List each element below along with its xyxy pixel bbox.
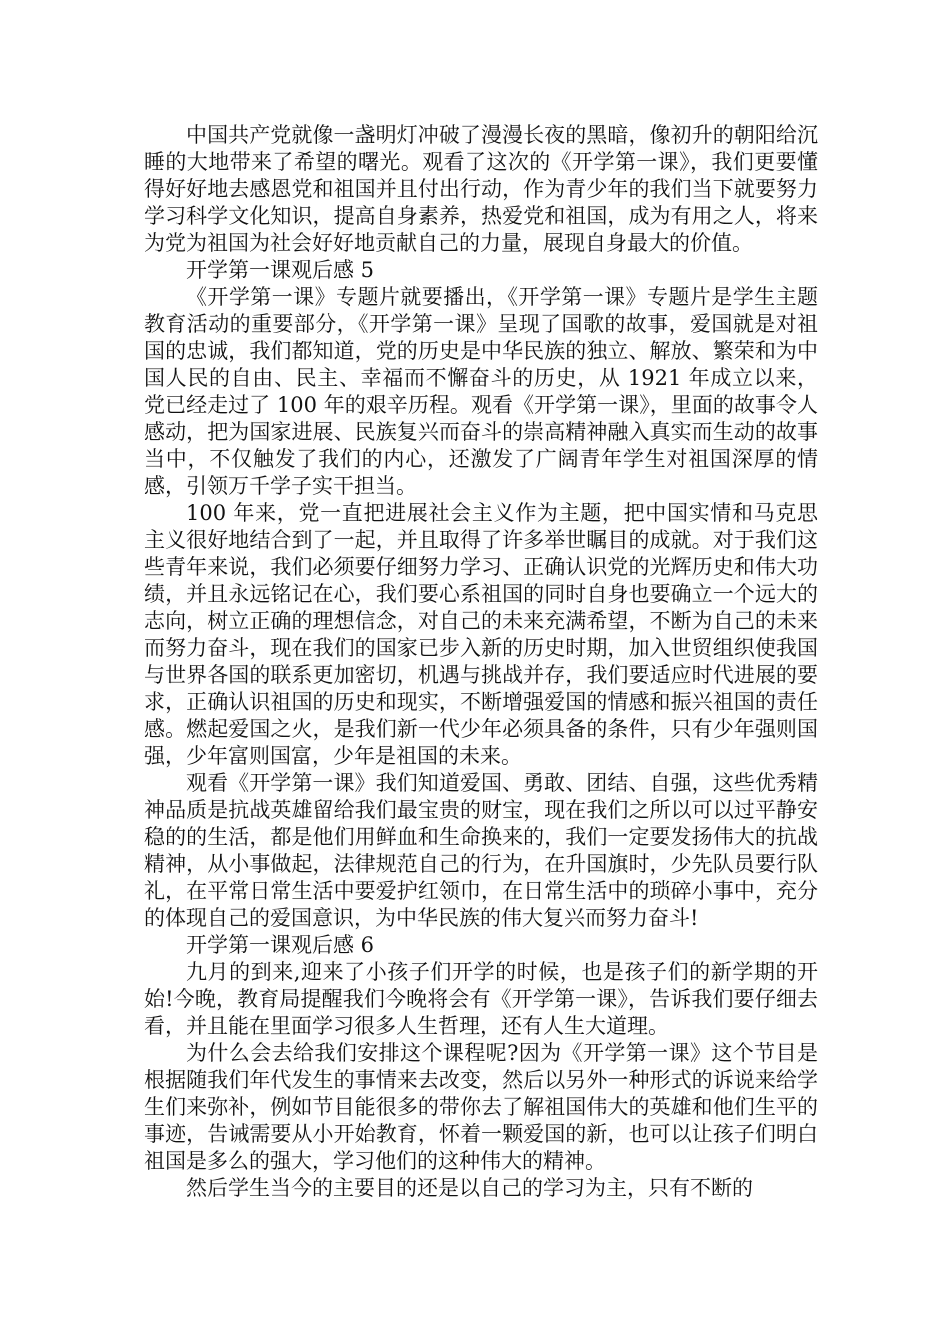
paragraph: 九月的到来,迎来了小孩子们开学的时候，也是孩子们的新学期的开始!今晚，教育局提醒我们今晚将会有《开学第一课》，告诉我们要仔细去看，并且能在里面学习很多人生哲理，还有人生大道理。 [144, 960, 818, 1038]
paragraph: 为什么会去给我们安排这个课程呢?因为《开学第一课》这个节目是根据随我们年代发生的事情来去改变，然后以另外一种形式的诉说来给学生们来弥补，例如节目能很多的带你去了解祖国伟大的英雄和他们生平的事迹，告诫需要从小开始教育，怀着一颗爱国的新，也可以让孩子们明白祖国是多么的强大，学习他们的这种伟大的精神。 [144, 1041, 818, 1173]
section-heading: 开学第一课观后感 6 [186, 933, 375, 957]
document-page [144, 122, 818, 1202]
paragraph: 《开学第一课》专题片就要播出，《开学第一课》专题片是学生主题教育活动的重要部分，《开学第一课》呈现了国歌的故事，爱国就是对祖国的忠诚，我们都知道，党的历史是中华民族的独立、解放、繁荣和为中国人民的自由、民主、幸福而不懈奋斗的历史，从 1921 年成立以来，党已经走过了 100 年的艰辛历程。观看《开学第一课》，里面的故事令人感动，把为国家进展、民族复兴而奋斗的崇高精神融入真实而生动的故事当中，不仅触发了我们的内心，还激发了广阔青年学生对祖国深厚的情感，引领万千学子实干担当。 [144, 285, 818, 498]
paragraph: 观看《开学第一课》我们知道爱国、勇敢、团结、自强，这些优秀精神品质是抗战英雄留给我们最宝贵的财宝，现在我们之所以可以过平静安稳的的生活，都是他们用鲜血和生命换来的，我们一定要发扬伟大的抗战精神，从小事做起，法律规范自己的行为，在升国旗时，少先队员要行队礼，在平常日常生活中要爱护红领巾，在日常生活中的琐碎小事中，充分的体现自己的爱国意识，为中华民族的伟大复兴而努力奋斗! [144, 771, 818, 930]
paragraph: 然后学生当今的主要目的还是以自己的学习为主，只有不断的 [186, 1176, 753, 1200]
section-heading: 开学第一课观后感 5 [186, 258, 375, 282]
paragraph: 100 年来，党一直把进展社会主义作为主题，把中国实情和马克思主义很好地结合到了一起，并且取得了许多举世瞩目的成就。对于我们这些青年来说，我们必须要仔细努力学习、正确认识党的光辉历史和伟大功绩，并且永远铭记在心，我们要心系祖国的同时自身也要确立一个远大的志向，树立正确的理想信念，对自己的未来充满希望，不断为自己的未来而努力奋斗，现在我们的国家已步入新的历史时期，加入世贸组织使我国与世界各国的联系更加密切，机遇与挑战并存，我们要适应时代进展的要求，正确认识祖国的历史和现实，不断增强爱国的情感和振兴祖国的责任感。燃起爱国之火，是我们新一代少年必须具备的条件，只有少年强则国强，少年富则国富，少年是祖国的未来。 [144, 501, 818, 768]
paragraph: 中国共产党就像一盏明灯冲破了漫漫长夜的黑暗，像初升的朝阳给沉睡的大地带来了希望的曙光。观看了这次的《开学第一课》，我们更要懂得好好地去感恩党和祖国并且付出行动，作为青少年的我们当下就要努力学习科学文化知识，提高自身素养，热爱党和祖国，成为有用之人，将来为党为祖国为社会好好地贡献自己的力量，展现自身最大的价值。 [144, 123, 818, 255]
